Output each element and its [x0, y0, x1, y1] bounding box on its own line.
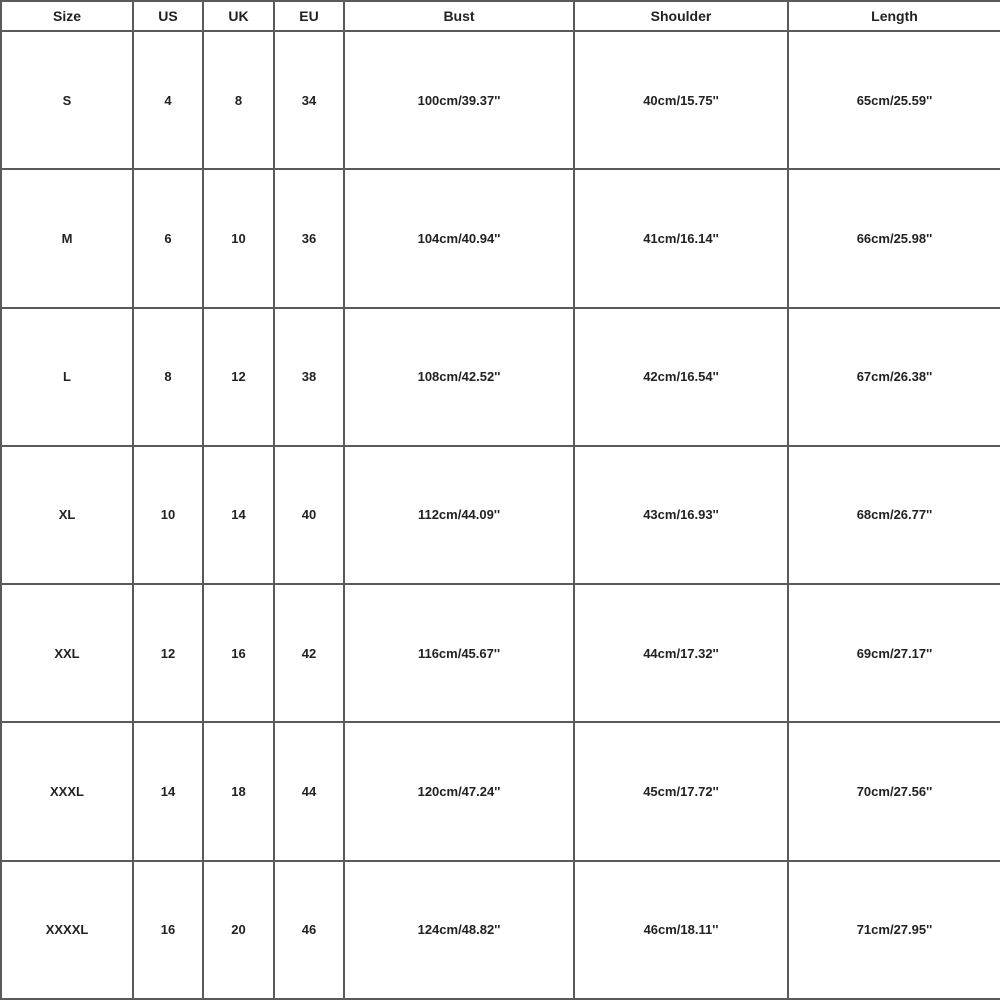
table-cell-uk: 8 — [203, 31, 274, 169]
table-cell-eu: 38 — [274, 308, 344, 446]
table-cell-us: 6 — [133, 169, 203, 307]
table-cell-length: 66cm/25.98'' — [788, 169, 1000, 307]
table-cell-size: S — [1, 31, 133, 169]
table-cell-length: 70cm/27.56'' — [788, 722, 1000, 860]
column-header-uk: UK — [203, 1, 274, 31]
column-header-bust: Bust — [344, 1, 574, 31]
table-row — [1, 308, 1000, 446]
table-cell-us: 12 — [133, 584, 203, 722]
table-cell-uk: 12 — [203, 308, 274, 446]
table-cell-eu: 40 — [274, 446, 344, 584]
table-row — [1, 584, 1000, 722]
table-cell-size: XXL — [1, 584, 133, 722]
table-row — [1, 446, 1000, 584]
table-cell-shoulder: 43cm/16.93'' — [574, 446, 788, 584]
column-header-us: US — [133, 1, 203, 31]
table-cell-eu: 46 — [274, 861, 344, 999]
table-cell-eu: 34 — [274, 31, 344, 169]
table-cell-size: M — [1, 169, 133, 307]
table-body — [1, 31, 1000, 999]
table-cell-uk: 18 — [203, 722, 274, 860]
table-cell-us: 4 — [133, 31, 203, 169]
table-cell-bust: 100cm/39.37'' — [344, 31, 574, 169]
header-row — [1, 1, 1000, 31]
table-cell-shoulder: 44cm/17.32'' — [574, 584, 788, 722]
table-cell-size: XXXL — [1, 722, 133, 860]
table-cell-uk: 10 — [203, 169, 274, 307]
table-cell-eu: 42 — [274, 584, 344, 722]
table-cell-uk: 20 — [203, 861, 274, 999]
table-row — [1, 861, 1000, 999]
table-cell-bust: 104cm/40.94'' — [344, 169, 574, 307]
table-cell-length: 68cm/26.77'' — [788, 446, 1000, 584]
table-cell-eu: 36 — [274, 169, 344, 307]
table-cell-bust: 124cm/48.82'' — [344, 861, 574, 999]
column-header-shoulder: Shoulder — [574, 1, 788, 31]
table-cell-shoulder: 41cm/16.14'' — [574, 169, 788, 307]
table-cell-shoulder: 46cm/18.11'' — [574, 861, 788, 999]
table-row — [1, 31, 1000, 169]
table-cell-length: 67cm/26.38'' — [788, 308, 1000, 446]
table-cell-length: 65cm/25.59'' — [788, 31, 1000, 169]
table-cell-uk: 16 — [203, 584, 274, 722]
column-header-eu: EU — [274, 1, 344, 31]
table-cell-shoulder: 42cm/16.54'' — [574, 308, 788, 446]
table-cell-bust: 120cm/47.24'' — [344, 722, 574, 860]
table-cell-us: 16 — [133, 861, 203, 999]
table-cell-bust: 108cm/42.52'' — [344, 308, 574, 446]
table-cell-uk: 14 — [203, 446, 274, 584]
table-cell-shoulder: 45cm/17.72'' — [574, 722, 788, 860]
table-cell-eu: 44 — [274, 722, 344, 860]
table-cell-us: 14 — [133, 722, 203, 860]
table-cell-size: L — [1, 308, 133, 446]
table-cell-size: XL — [1, 446, 133, 584]
table-cell-shoulder: 40cm/15.75'' — [574, 31, 788, 169]
table-cell-bust: 116cm/45.67'' — [344, 584, 574, 722]
table-row — [1, 722, 1000, 860]
table-cell-us: 10 — [133, 446, 203, 584]
table-cell-length: 71cm/27.95'' — [788, 861, 1000, 999]
table-cell-bust: 112cm/44.09'' — [344, 446, 574, 584]
table-cell-us: 8 — [133, 308, 203, 446]
table-row — [1, 169, 1000, 307]
column-header-length: Length — [788, 1, 1000, 31]
table-cell-size: XXXXL — [1, 861, 133, 999]
table-cell-length: 69cm/27.17'' — [788, 584, 1000, 722]
column-header-size: Size — [1, 1, 133, 31]
table-header — [1, 1, 1000, 31]
